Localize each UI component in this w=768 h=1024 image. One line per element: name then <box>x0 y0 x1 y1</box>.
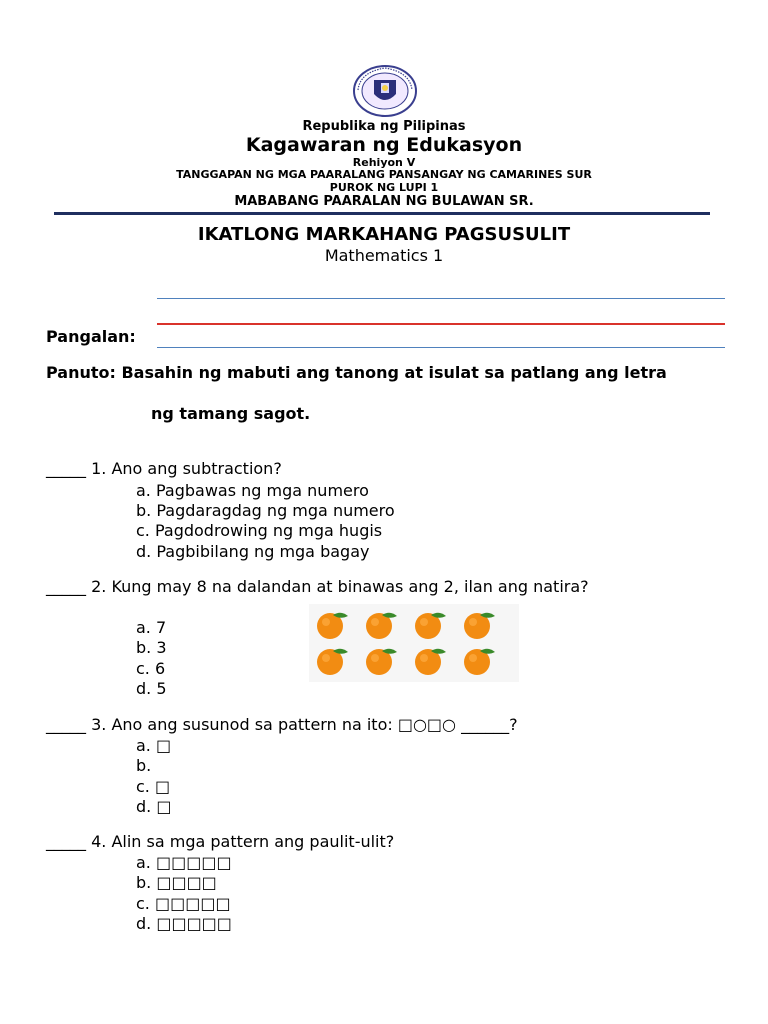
orange-icon <box>413 610 447 640</box>
header-kagawaran: Kagawaran ng Edukasyon <box>245 134 523 156</box>
orange-icon <box>462 610 496 640</box>
question-3-option-c: c. □ <box>136 777 171 796</box>
orange-icon <box>413 646 447 676</box>
orange-icon <box>462 646 496 676</box>
header-purok: PUROK NG LUPI 1 <box>329 181 439 194</box>
question-2-option-c: c. 6 <box>136 659 166 678</box>
question-2-option-a: a. 7 <box>136 618 167 637</box>
orange-icon <box>315 646 349 676</box>
writing-line-bottom[interactable] <box>157 347 725 348</box>
name-label: Pangalan: <box>46 327 136 346</box>
orange-icon <box>364 610 398 640</box>
orange-icon <box>364 646 398 676</box>
question-4-option-b: b. □□□□ <box>136 873 217 892</box>
header-tanggapan: TANGGAPAN NG MGA PAARALANG PANSANGAY NG CAMARINES SUR <box>176 168 592 181</box>
question-3-option-b: b. <box>136 756 152 775</box>
question-4-option-c: c. □□□□□ <box>136 894 231 913</box>
question-1-option-d: d. Pagbibilang ng mga bagay <box>136 542 370 561</box>
header-rehiyon: Rehiyon V <box>352 156 416 169</box>
header-divider <box>54 212 710 215</box>
question-2-option-b: b. 3 <box>136 638 167 657</box>
question-1-option-b: b. Pagdaragdag ng mga numero <box>136 501 395 520</box>
instructions-line-1: Panuto: Basahin ng mabuti ang tanong at isulat sa patlang ang letra <box>46 363 667 382</box>
header-school: MABABANG PAARALAN NG BULAWAN SR. <box>234 194 534 209</box>
question-1: _____ 1. Ano ang subtraction? <box>46 459 282 478</box>
writing-line-top <box>157 298 725 299</box>
exam-subject: Mathematics 1 <box>324 246 444 265</box>
writing-line-middle <box>157 323 725 325</box>
question-2-option-d: d. 5 <box>136 679 167 698</box>
instructions-line-2: ng tamang sagot. <box>151 404 311 423</box>
question-1-option-a: a. Pagbawas ng mga numero <box>136 481 369 500</box>
question-3-option-d: d. □ <box>136 797 172 816</box>
oranges-image <box>309 604 519 682</box>
question-4-option-d: d. □□□□□ <box>136 914 232 933</box>
question-4: _____ 4. Alin sa mga pattern ang paulit-ulit? <box>46 832 395 851</box>
exam-title: IKATLONG MARKAHANG PAGSUSULIT <box>197 224 571 245</box>
question-3-option-a: a. □ <box>136 736 172 755</box>
question-3: _____ 3. Ano ang susunod sa pattern na ito: □○□○ ______? <box>46 715 518 734</box>
orange-icon <box>315 610 349 640</box>
question-2: _____ 2. Kung may 8 na dalandan at binawas ang 2, ilan ang natira? <box>46 577 589 596</box>
question-4-option-a: a. □□□□□ <box>136 853 232 872</box>
header-republika: Republika ng Pilipinas <box>302 119 466 134</box>
deped-seal-logo <box>352 64 418 118</box>
question-1-option-c: c. Pagdodrowing ng mga hugis <box>136 521 383 540</box>
